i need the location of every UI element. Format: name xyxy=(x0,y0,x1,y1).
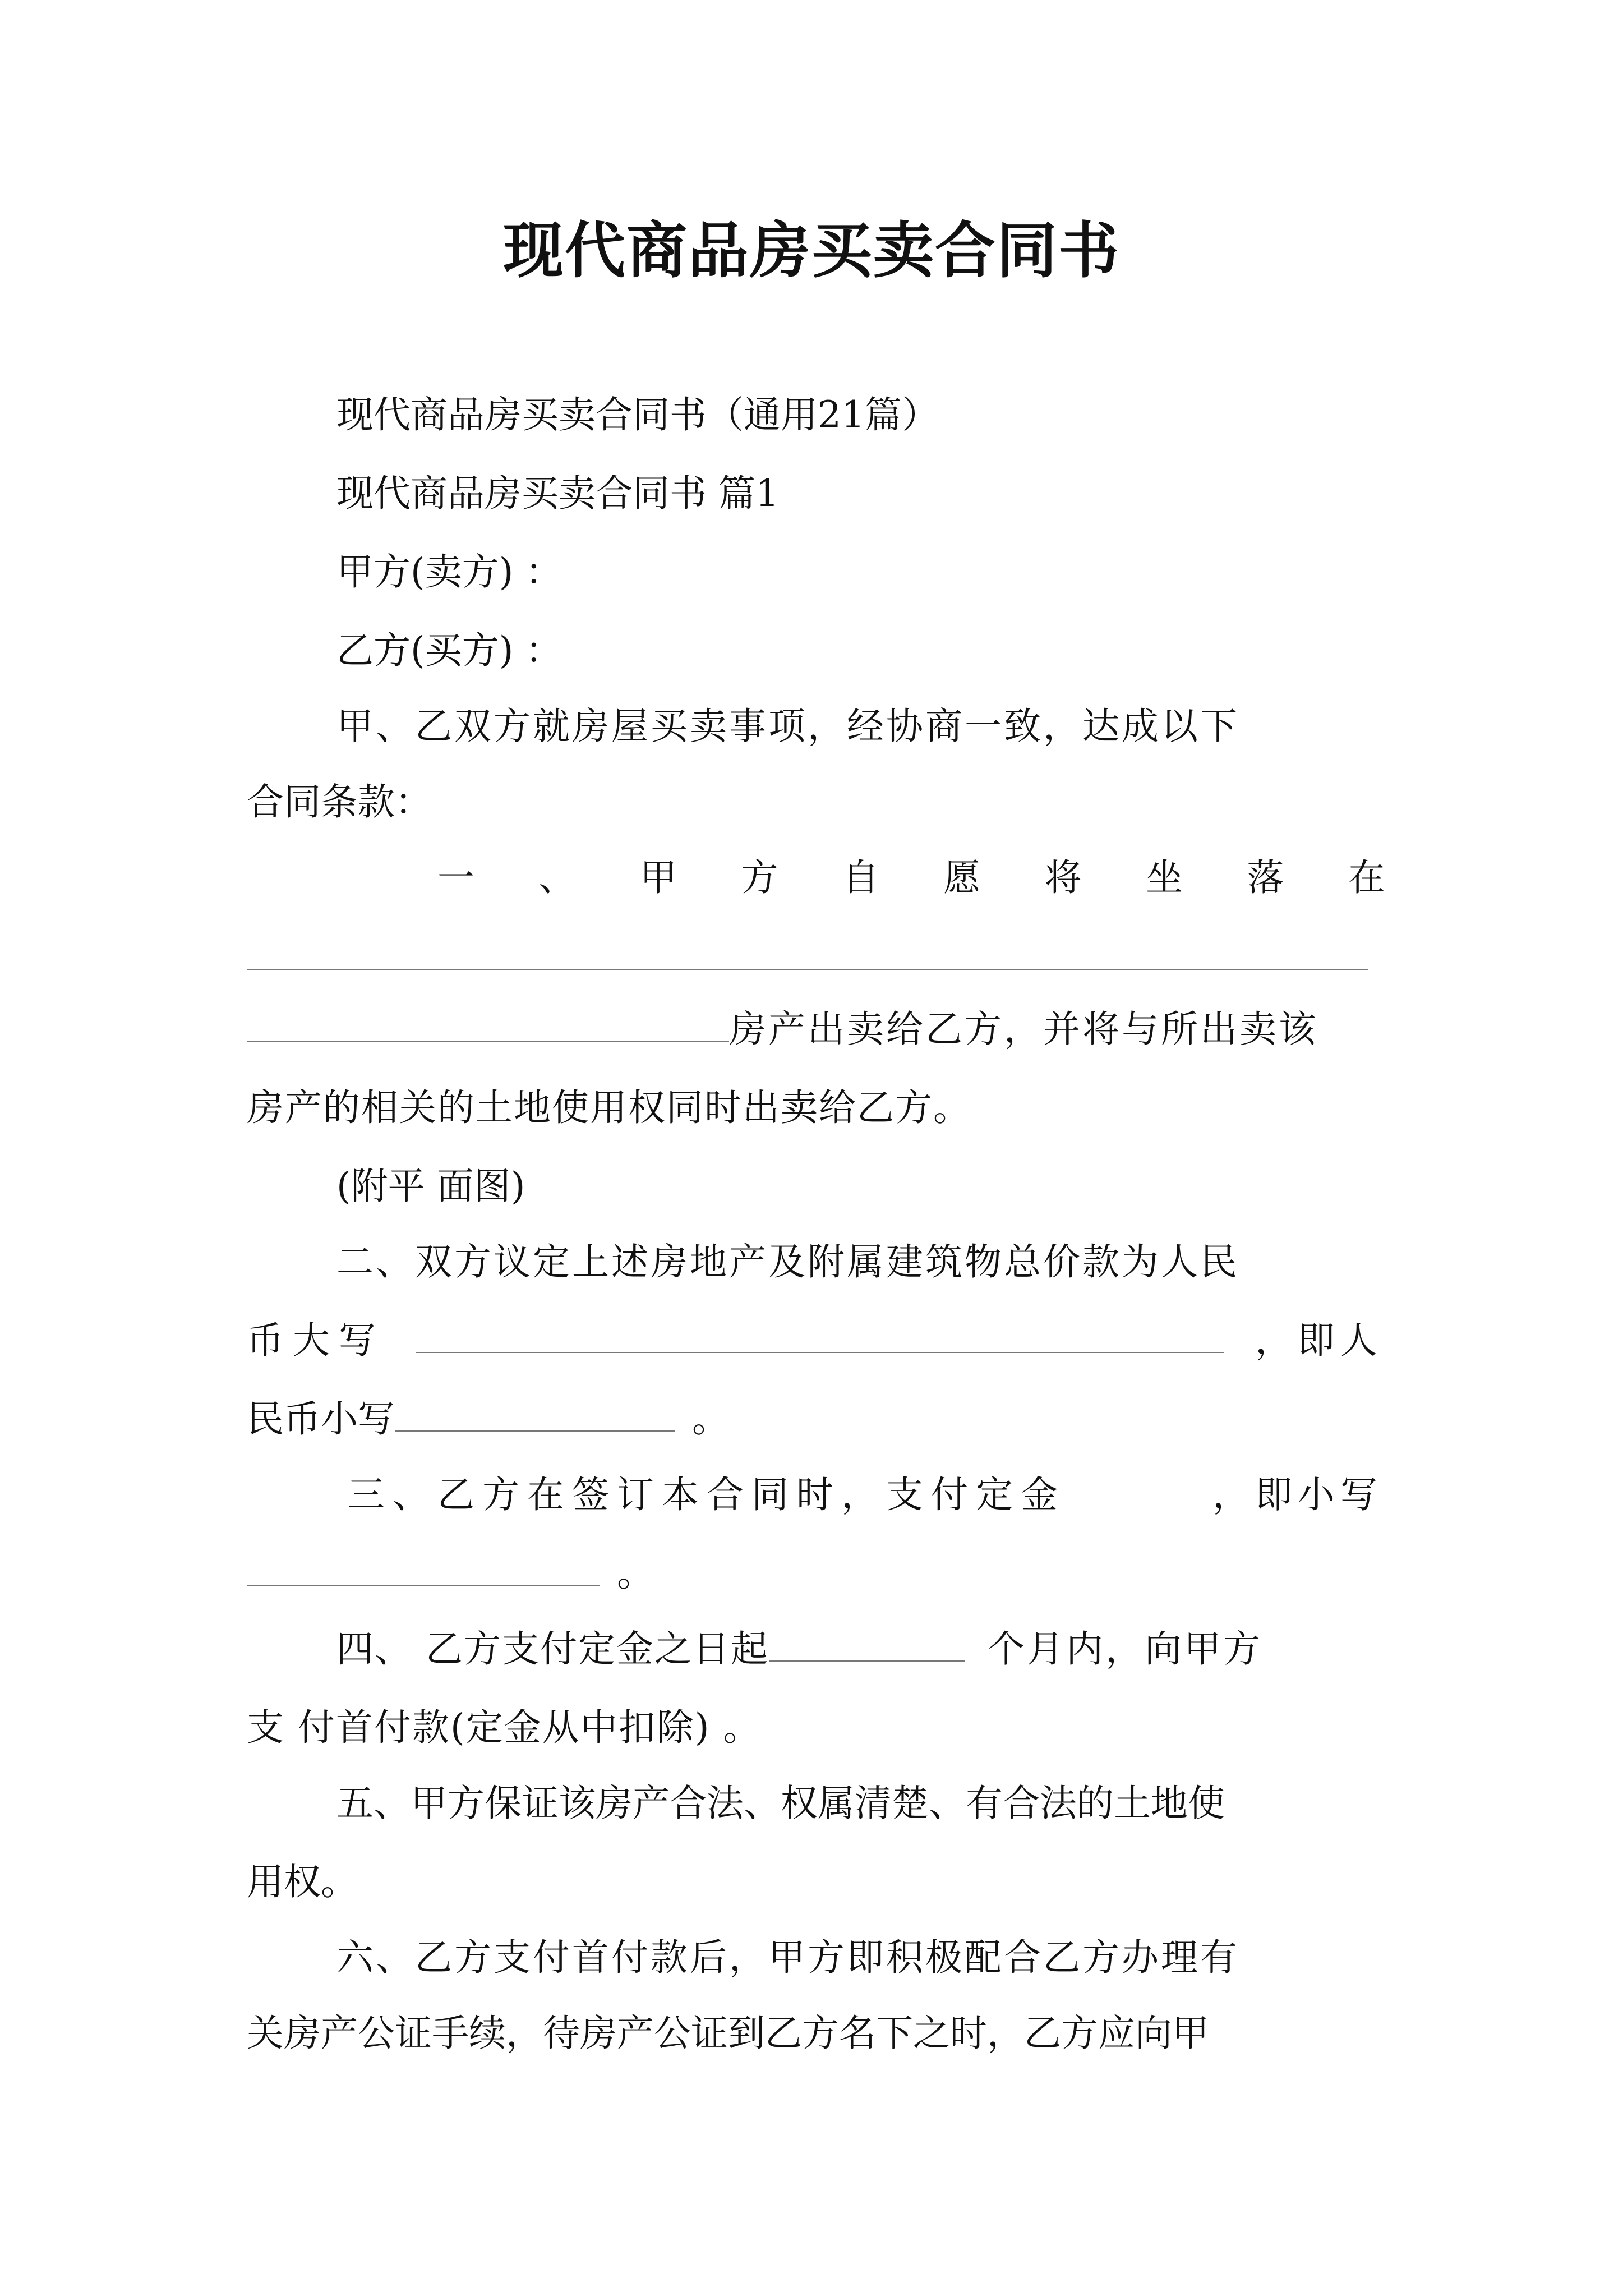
clause-1-spaced-line xyxy=(437,853,1385,903)
clause-3-line-2-end: 。 xyxy=(617,1552,654,1595)
clause-6-line-2: 关房产公证手续，待房产公证到乙方名下之时，乙方应向甲 xyxy=(247,2012,1209,2055)
address-blank-line xyxy=(247,969,1368,970)
clause-1-char: 一 xyxy=(437,856,474,899)
clause-5-line-1: 五、甲方保证该房产合法、权属清楚、有合法的土地使 xyxy=(336,1782,1225,1825)
clause-1-note: (附平 面图) xyxy=(336,1165,525,1208)
party-a-label: 甲方(卖方) ： xyxy=(336,550,562,593)
clause-4-tail: 个月内，向甲方 xyxy=(987,1627,1262,1671)
clause-3-text: 三、乙方在签订本合同时，支付定金 xyxy=(348,1473,1066,1516)
clause-4-line-2: 支 付首付款(定金从中扣除) 。 xyxy=(247,1706,762,1749)
clause-2-line-2-tail: ，即人 xyxy=(1255,1319,1383,1362)
clause-4-text: 四、 乙方支付定金之日起 xyxy=(336,1627,769,1671)
clause-5-line-2: 用权。 xyxy=(247,1860,358,1903)
months-blank xyxy=(769,1626,965,1662)
clause-3-tail: ，即小写 xyxy=(1212,1473,1383,1516)
amount-in-words-blank xyxy=(416,1317,1224,1353)
clause-3-line-1 xyxy=(348,1470,1383,1520)
clause-3-line-2 xyxy=(247,1548,654,1599)
party-b-label: 乙方(买方) ： xyxy=(336,629,562,672)
clause-1-char: 在 xyxy=(1348,856,1385,899)
clause-2-label-in-words: 币大写 xyxy=(247,1319,385,1362)
clause-1-char: 愿 xyxy=(943,856,981,899)
clause-1-line-3-text: 房产出卖给乙方，并将与所出卖该 xyxy=(729,1007,1318,1051)
intro-line-2: 合同条款： xyxy=(247,780,432,823)
document-title: 现代商品房买卖合同书 xyxy=(502,216,1120,286)
clause-2-line-3-end: 。 xyxy=(692,1397,729,1441)
clause-1-char: 将 xyxy=(1044,856,1082,899)
address-blank-continued xyxy=(247,1006,729,1042)
clause-1-char: 方 xyxy=(741,856,778,899)
clause-2-line-3 xyxy=(247,1394,729,1444)
clause-1-char: 甲 xyxy=(639,856,677,899)
clause-4-line-1 xyxy=(336,1624,1262,1674)
intro-line-1: 甲、乙双方就房屋买卖事项，经协商一致，达成以下 xyxy=(336,705,1239,748)
document-subtitle: 现代商品房买卖合同书（通用21篇） xyxy=(336,393,939,436)
clause-1-char: 落 xyxy=(1247,856,1284,899)
clause-2-line-2 xyxy=(247,1315,1383,1366)
clause-2-label-in-figures: 民币小写 xyxy=(247,1397,395,1441)
article-heading: 现代商品房买卖合同书 篇1 xyxy=(336,472,779,515)
clause-2-line-1: 二、双方议定上述房地产及附属建筑物总价款为人民 xyxy=(336,1240,1239,1283)
clause-1-char: 自 xyxy=(842,856,879,899)
clause-6-line-1: 六、乙方支付首付款后，甲方即积极配合乙方办理有 xyxy=(336,1936,1239,1979)
clause-1-char: 、 xyxy=(538,856,576,899)
amount-in-figures-blank xyxy=(395,1396,675,1432)
clause-1-char: 坐 xyxy=(1146,856,1183,899)
clause-1-line-3 xyxy=(247,1004,1318,1055)
clause-1-line-4: 房产的相关的土地使用权同时出卖给乙方。 xyxy=(247,1086,971,1129)
deposit-amount-blank xyxy=(247,1550,600,1586)
